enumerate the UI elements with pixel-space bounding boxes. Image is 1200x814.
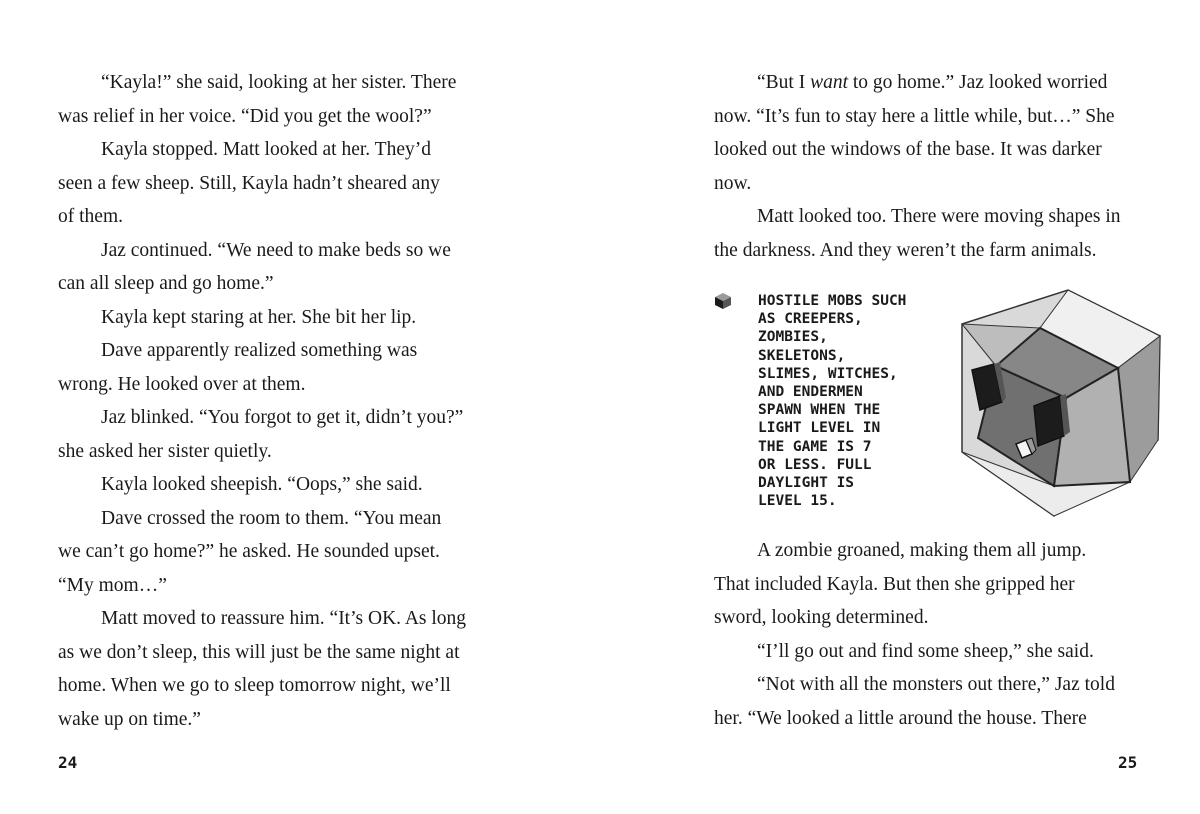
text-line: seen a few sheep. Still, Kayla hadn’t sheared any	[58, 172, 440, 194]
text-line: home. When we go to sleep tomorrow night, we’ll	[58, 675, 451, 696]
callout-line: SKELETONS,	[758, 347, 846, 364]
right-page-lines-bottom	[714, 534, 1154, 735]
fact-callout	[714, 282, 1170, 522]
cube-bullet-icon	[714, 292, 732, 315]
text-run: “But I	[757, 72, 811, 93]
text-line: “Not with all the monsters out there,” Jaz told	[757, 674, 1115, 695]
right-page	[600, 0, 1200, 814]
text-line: of them.	[58, 206, 123, 227]
right-page-lines-top	[714, 100, 1154, 268]
callout-line: LIGHT LEVEL IN	[758, 420, 881, 437]
text-line: Dave apparently realized something was	[101, 340, 418, 361]
text-line: Kayla looked sheepish. “Oops,” she said.	[101, 474, 423, 495]
callout-line: AS CREEPERS,	[758, 311, 863, 328]
text-line: she asked her sister quietly.	[58, 440, 272, 462]
text-line: wake up on time.”	[58, 708, 201, 730]
text-line: “Kayla!” she said, looking at her sister. There	[101, 72, 457, 93]
text-line: Matt looked too. There were moving shapes in	[757, 206, 1121, 227]
callout-line: SLIMES, WITCHES,	[758, 365, 898, 382]
callout-line: LEVEL 15.	[758, 493, 837, 510]
callout-line: OR LESS. FULL	[758, 456, 872, 473]
right-page-text-top	[714, 66, 1154, 267]
callout-text	[758, 292, 958, 510]
callout-line: ZOMBIES,	[758, 329, 828, 346]
right-page-text-bottom	[714, 534, 1154, 735]
page-number-right: 25	[1118, 753, 1138, 772]
text-line: wrong. He looked over at them.	[58, 373, 306, 395]
callout-line: HOSTILE MOBS SUCH	[758, 293, 907, 309]
text-line: was relief in her voice. “Did you get the wool?”	[58, 105, 432, 127]
text-line: That included Kayla. But then she gripped her	[714, 573, 1075, 595]
text-line: as we don’t sleep, this will just be the same night at	[58, 641, 460, 663]
callout-line: AND ENDERMEN	[758, 384, 863, 401]
text-line: Matt moved to reassure him. “It’s OK. As long	[101, 608, 467, 629]
text-line: Kayla stopped. Matt looked at her. They’d	[101, 139, 431, 160]
text-line: Jaz continued. “We need to make beds so we	[101, 239, 451, 261]
left-page-text	[58, 66, 498, 736]
callout-line: THE GAME IS 7	[758, 438, 872, 455]
text-line: her. “We looked a little around the house. There	[714, 707, 1087, 729]
emphasis-word: want	[810, 72, 849, 93]
text-line: can all sleep and go home.”	[58, 273, 274, 294]
text-run: to go home.” Jaz looked worried	[848, 72, 1108, 93]
slime-cube-icon	[942, 282, 1164, 527]
text-line: we can’t go home?” he asked. He sounded upset.	[58, 541, 440, 562]
text-line: A zombie groaned, making them all jump.	[757, 540, 1087, 561]
text-line: sword, looking determined.	[714, 607, 929, 628]
text-line: Jaz blinked. “You forgot to get it, didn’t you?”	[101, 407, 464, 428]
text-line	[714, 66, 1154, 100]
text-line: the darkness. And they weren’t the farm animals.	[714, 239, 1097, 261]
text-line: “I’ll go out and find some sheep,” she said.	[757, 640, 1094, 662]
text-line: Dave crossed the room to them. “You mean	[101, 507, 442, 529]
callout-line: SPAWN WHEN THE	[758, 402, 881, 419]
text-line: Kayla kept staring at her. She bit her lip.	[101, 306, 417, 328]
text-line: looked out the windows of the base. It was darker	[714, 139, 1102, 160]
text-line: now.	[714, 172, 752, 194]
text-line: now. “It’s fun to stay here a little while, but…” She	[714, 105, 1115, 127]
text-line: “My mom…”	[58, 574, 167, 596]
page-number-left: 24	[58, 753, 78, 772]
callout-line: DAYLIGHT IS	[758, 475, 855, 492]
